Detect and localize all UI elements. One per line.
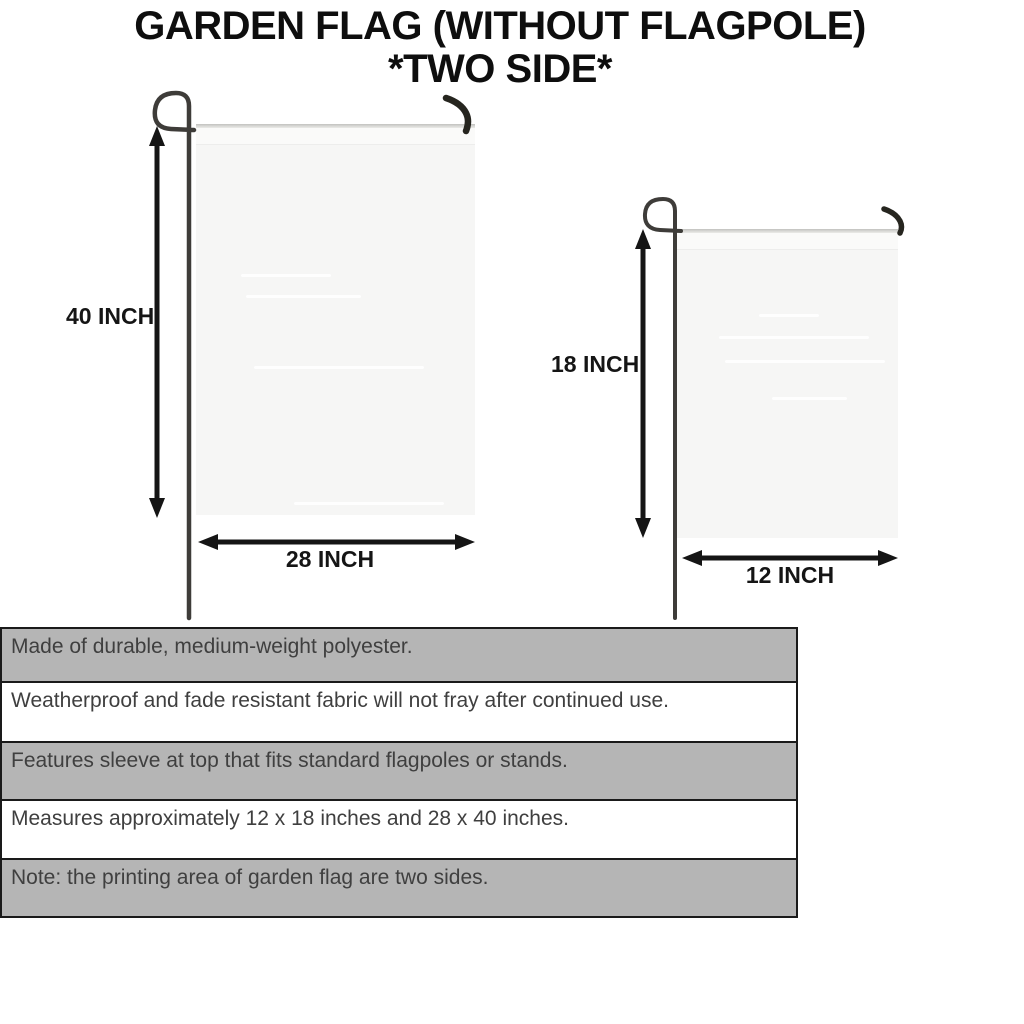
height-arrow-18inch [635, 229, 651, 538]
page-title-line1: GARDEN FLAG (WITHOUT FLAGPOLE) [134, 4, 866, 48]
page-title-line2: *TWO SIDE* [388, 47, 612, 91]
large-flag-height-label: 40 INCH [66, 303, 155, 329]
feature-row-note: Note: the printing area of garden flag are two sides. [0, 858, 798, 918]
large-flagpole-icon [155, 93, 194, 618]
small-flag-width-label: 12 INCH [745, 562, 835, 588]
large-rod-hook-icon [446, 98, 468, 131]
feature-row-material: Made of durable, medium-weight polyester. [0, 627, 798, 683]
feature-row-sleeve: Features sleeve at top that fits standard flagpoles or stands. [0, 741, 798, 801]
feature-row-measurements: Measures approximately 12 x 18 inches and 28 x 40 inches. [0, 799, 798, 860]
feature-list [0, 627, 798, 918]
small-rod-hook-icon [884, 209, 902, 233]
feature-row-weatherproof: Weatherproof and fade resistant fabric will not fray after continued use. [0, 681, 798, 743]
small-flag-height-label: 18 INCH [551, 351, 640, 377]
small-flagpole-icon [645, 199, 681, 618]
large-flag-width-label: 28 INCH [285, 546, 375, 572]
